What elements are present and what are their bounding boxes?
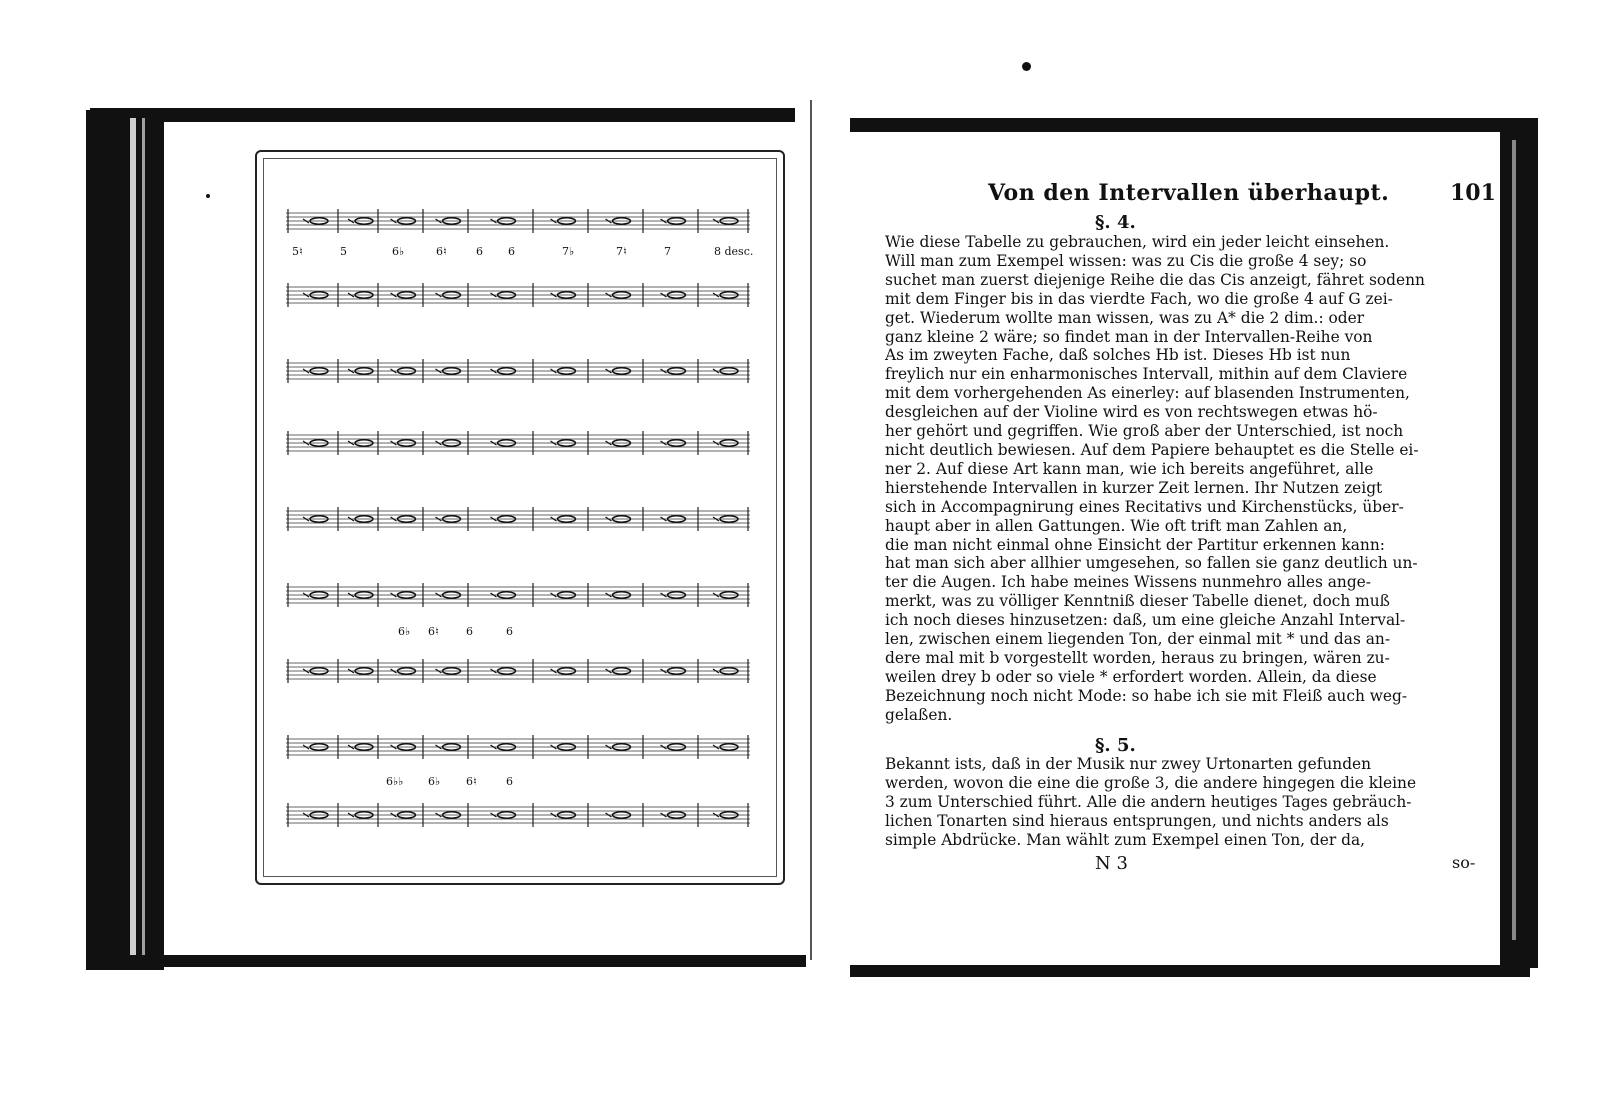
figured-bass-number: 5♮ xyxy=(292,245,303,258)
text-line: sich in Accompagnirung eines Recitativs und Kirchenstücks, über- xyxy=(885,497,1404,516)
ink-speck xyxy=(1022,62,1031,71)
figured-bass-number: 7♮ xyxy=(616,245,627,258)
text-line: 3 zum Unterschied führt. Alle die andern heutiges Tages gebräuch- xyxy=(885,792,1412,811)
text-line: simple Abdrücke. Man wählt zum Exempel einen Ton, der da, xyxy=(885,830,1366,849)
book-gutter xyxy=(810,100,812,960)
text-line: desgleichen auf der Violine wird es von rechtswegen etwas hö- xyxy=(885,403,1378,422)
staff-row xyxy=(286,283,750,307)
book-edge-bottom-left xyxy=(86,955,806,967)
book-edge-right xyxy=(1500,118,1538,968)
figured-bass-number: 6♭ xyxy=(398,625,411,638)
book-edge-bottom-right xyxy=(850,965,1530,977)
figured-bass-number: 6 xyxy=(476,245,483,258)
figured-bass-number: 6♮ xyxy=(428,625,439,638)
text-line: die man nicht einmal ohne Einsicht der Partitur erkennen kann: xyxy=(885,535,1385,554)
figured-bass-number: 6♮ xyxy=(466,775,477,788)
figured-bass-number: 7♭ xyxy=(562,245,575,258)
text-line: lichen Tonarten sind hieraus entsprungen, und nichts anders als xyxy=(885,811,1389,830)
text-line: As im zweyten Fache, daß solches Hb ist. Dieses Hb ist nun xyxy=(885,346,1351,365)
staff-row xyxy=(286,735,750,759)
text-line: gelaßen. xyxy=(885,705,953,724)
figured-bass-number: 7 xyxy=(664,245,671,258)
text-line: ich noch dieses hinzusetzen: daß, um eine gleiche Anzahl Interval- xyxy=(885,611,1406,630)
section-4-heading: §. 4. xyxy=(1095,212,1136,233)
figured-bass-number: 6♮ xyxy=(436,245,447,258)
figured-bass-number: 6♭♭ xyxy=(386,775,404,788)
section-5-heading: §. 5. xyxy=(1095,735,1136,756)
text-line: hat man sich aber allhier umgesehen, so fallen sie ganz deutlich un- xyxy=(885,554,1418,573)
book-edge-left-highlight xyxy=(130,118,136,958)
book-edge-left-highlight-2 xyxy=(142,118,145,958)
text-line: nicht deutlich bewiesen. Auf dem Papiere behauptet es die Stelle ei- xyxy=(885,440,1419,459)
staff-row xyxy=(286,803,750,827)
text-line: get. Wiederum wollte man wissen, was zu A* die 2 dim.: oder xyxy=(885,308,1365,327)
staff-row xyxy=(286,209,750,233)
text-line: ganz kleine 2 wäre; so findet man in der Intervallen-Reihe von xyxy=(885,327,1373,346)
text-line: her gehört und gegriffen. Wie groß aber der Unterschied, ist noch xyxy=(885,422,1404,441)
figured-bass-number: 8 desc. xyxy=(714,245,754,258)
text-line: Wie diese Tabelle zu gebrauchen, wird ein jeder leicht einsehen. xyxy=(885,233,1390,251)
text-line: ner 2. Auf diese Art kann man, wie ich bereits angeführet, alle xyxy=(885,459,1374,478)
text-line: dere mal mit b vorgestellt worden, heraus zu bringen, wären zu- xyxy=(885,648,1390,667)
staff-row xyxy=(286,583,750,607)
figured-bass-number: 6 xyxy=(506,625,513,638)
catchword: so- xyxy=(1452,853,1476,872)
text-line: merkt, was zu völliger Kenntniß dieser Tabelle dienet, doch muß xyxy=(885,592,1390,611)
figured-bass-number: 5 xyxy=(340,245,347,258)
text-line: haupt aber in allen Gattungen. Wie oft trift man Zahlen an, xyxy=(885,516,1348,535)
text-line: suchet man zuerst diejenige Reihe die das Cis anzeigt, fähret sodenn xyxy=(885,270,1425,289)
text-line: freylich nur ein enharmonisches Intervall, mithin auf dem Claviere xyxy=(885,365,1408,384)
text-line: weilen drey b oder so viele * erfordert worden. Allein, da diese xyxy=(885,667,1377,686)
text-line: mit dem Finger bis in das vierdte Fach, wo die große 4 auf G zei- xyxy=(885,289,1393,308)
page-number: 101 xyxy=(1450,180,1496,206)
signature-mark: N 3 xyxy=(1095,853,1128,874)
book-edge-top-left xyxy=(90,108,795,122)
figured-bass-number: 6 xyxy=(466,625,473,638)
text-line: ter die Augen. Ich habe meines Wissens nunmehro alles ange- xyxy=(885,573,1371,592)
ink-speck xyxy=(206,194,210,198)
text-line: hierstehende Intervallen in kurzer Zeit lernen. Ihr Nutzen zeigt xyxy=(885,478,1383,497)
staff-row xyxy=(286,359,750,383)
text-line: Will man zum Exempel wissen: was zu Cis die große 4 sey; so xyxy=(885,251,1367,270)
staff-row xyxy=(286,431,750,455)
text-line: werden, wovon die eine die große 3, die andere hingegen die kleine xyxy=(885,773,1417,792)
figured-bass-number: 6 xyxy=(508,245,515,258)
book-edge-left xyxy=(86,110,164,970)
text-line: Bekannt ists, daß in der Musik nur zwey Urtonarten gefunden xyxy=(885,755,1372,773)
figured-bass-number: 6 xyxy=(506,775,513,788)
text-line: Bezeichnung noch nicht Mode: so habe ich sie mit Fleiß auch weg- xyxy=(885,686,1408,705)
figured-bass-number: 6♭ xyxy=(392,245,405,258)
text-line: len, zwischen einem liegenden Ton, der einmal mit * und das an- xyxy=(885,630,1391,649)
section-4-paragraph xyxy=(885,233,1497,725)
section-5-paragraph xyxy=(885,755,1497,850)
interval-table-staves xyxy=(278,195,758,835)
book-edge-right-highlight xyxy=(1512,140,1516,940)
staff-row xyxy=(286,507,750,531)
staff-row xyxy=(286,659,750,683)
figured-bass-number: 6♭ xyxy=(428,775,441,788)
running-head: Von den Intervallen überhaupt. xyxy=(988,180,1390,206)
text-line: mit dem vorhergehenden As einerley: auf blasenden Instrumenten, xyxy=(885,384,1410,403)
book-edge-top-right xyxy=(850,118,1530,132)
